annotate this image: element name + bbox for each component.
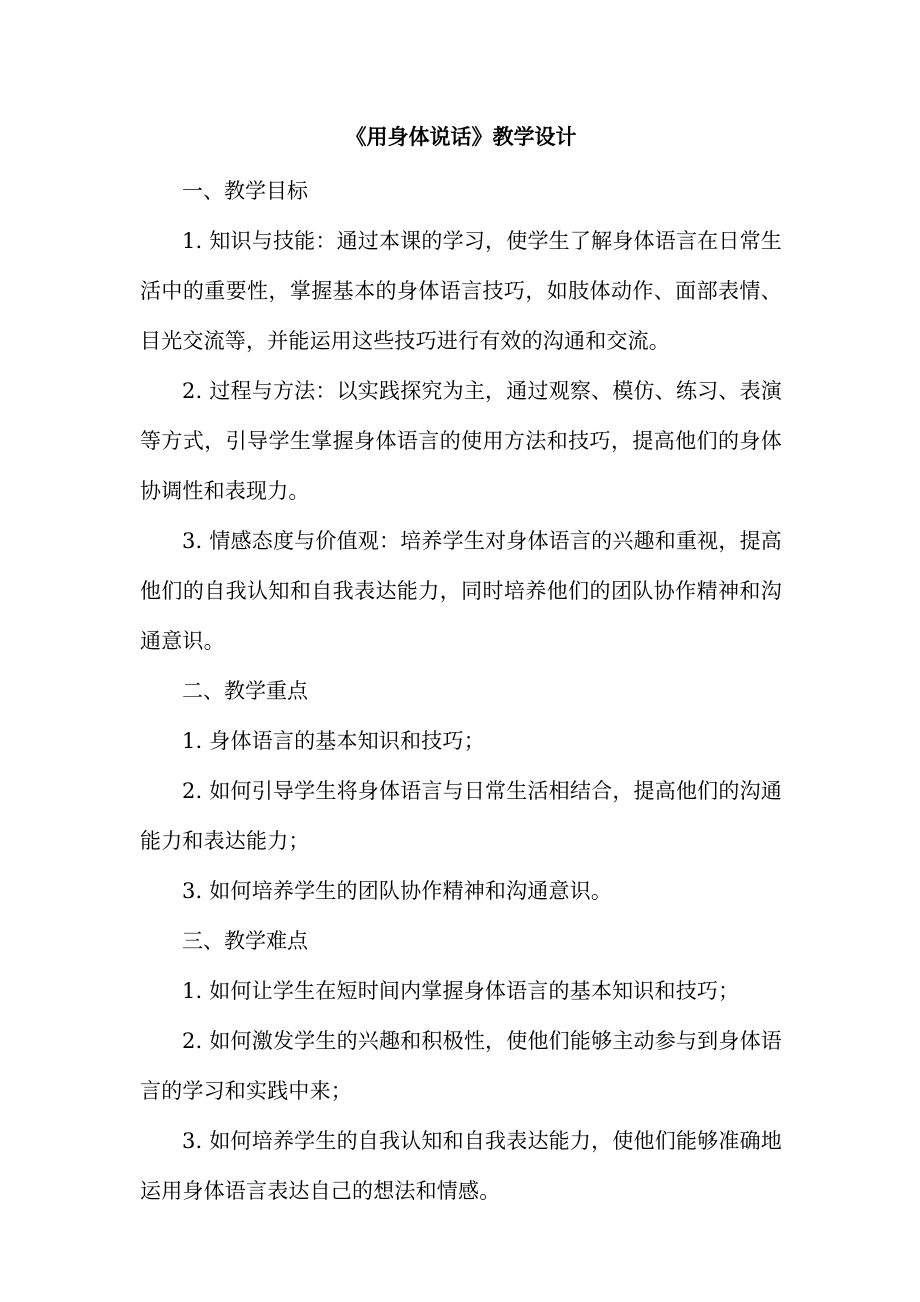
key-point-item-2: 2. 如何引导学生将身体语言与日常生活相结合，提高他们的沟通能力和表达能力；: [140, 779, 782, 853]
objective-item-1: 1. 知识与技能：通过本课的学习，使学生了解身体语言在日常生活中的重要性，掌握基本的身体语言技巧，如肢体动作、面部表情、目光交流等，并能运用这些技巧进行有效的沟通和交流。: [140, 229, 782, 353]
section-heading-key-points: 二、教学重点: [182, 679, 308, 703]
difficulty-item-2: 2. 如何激发学生的兴趣和积极性，使他们能够主动参与到身体语言的学习和实践中来；: [140, 1029, 782, 1103]
difficulty-item-1: 1. 如何让学生在短时间内掌握身体语言的基本知识和技巧；: [182, 979, 740, 1003]
objective-item-2: 2. 过程与方法：以实践探究为主，通过观察、模仿、练习、表演等方式，引导学生掌握身体语言的使用方法和技巧，提高他们的身体协调性和表现力。: [140, 379, 782, 503]
document-title: 《用身体说话》教学设计: [345, 124, 577, 149]
difficulty-item-3: 3. 如何培养学生的自我认知和自我表达能力，使他们能够准确地运用身体语言表达自己的想法和情感。: [140, 1129, 782, 1203]
key-point-item-1: 1. 身体语言的基本知识和技巧；: [182, 729, 485, 753]
key-point-item-3: 3. 如何培养学生的团队协作精神和沟通意识。: [182, 879, 613, 903]
objective-item-3: 3. 情感态度与价值观：培养学生对身体语言的兴趣和重视，提高他们的自我认知和自我表达能力，同时培养他们的团队协作精神和沟通意识。: [140, 529, 782, 653]
document-body: [140, 116, 782, 1216]
section-heading-objectives: 一、教学目标: [182, 179, 308, 203]
section-heading-difficulties: 三、教学难点: [182, 929, 308, 953]
